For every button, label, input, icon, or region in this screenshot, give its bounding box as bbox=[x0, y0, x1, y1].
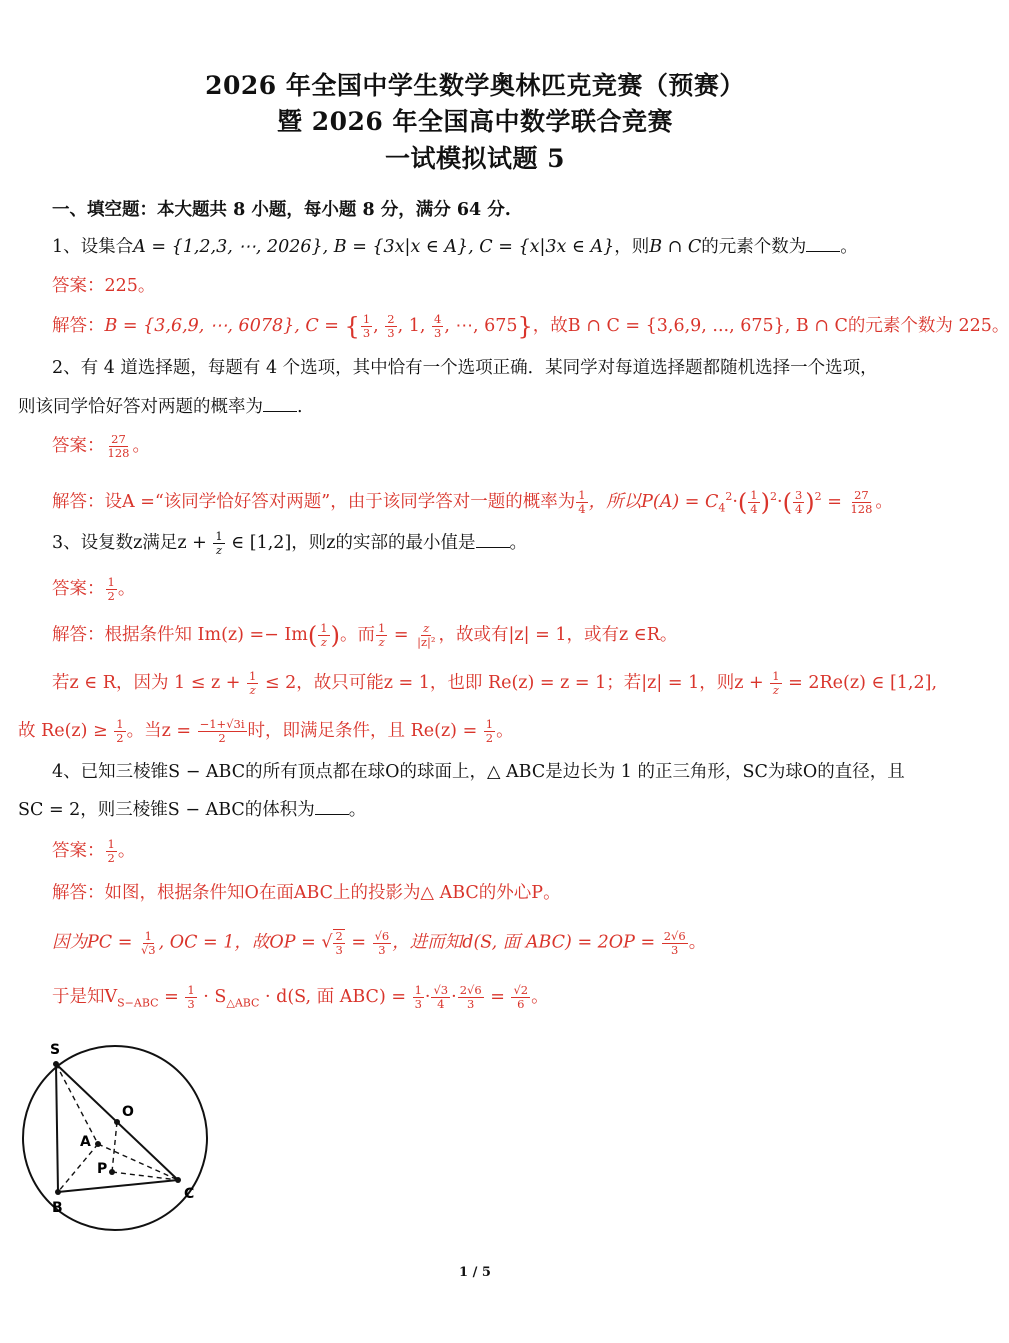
edge-bc bbox=[58, 1180, 178, 1192]
label-o: O bbox=[122, 1104, 134, 1120]
edge-sb bbox=[56, 1064, 58, 1192]
center-o bbox=[114, 1119, 120, 1125]
segment-op bbox=[112, 1122, 117, 1172]
q1-stem: 1、设集合A = {1,2,3, ⋯, 2026}, B = {3x|x ∈ A}, C = {x|3x ∈ A}，则B ∩ C的元素个数为 。 bbox=[52, 237, 858, 257]
label-c: C bbox=[184, 1186, 195, 1202]
label-p: P bbox=[97, 1161, 108, 1177]
vertex-s bbox=[53, 1061, 59, 1067]
q2-stem-line2: 则该同学恰好答对两题的概率为 . bbox=[18, 397, 303, 417]
edge-ab bbox=[58, 1144, 98, 1192]
q3-solution-line3: 故 Re(z) ≥ $\frac{1}{2}$ 。当z = $\frac{-1+√3i}{2}$ 时，即满足条件，且 Re(z) = $\frac{1}{2}$ 。 bbox=[18, 717, 514, 745]
label-b: B bbox=[52, 1200, 63, 1216]
point-p bbox=[109, 1169, 115, 1175]
q4-stem-line2: SC = 2，则三棱锥S − ABC的体积为 。 bbox=[18, 800, 367, 820]
title-line-3: 一试模拟试题 5 bbox=[384, 144, 566, 173]
answer-blank bbox=[476, 531, 510, 548]
title-line-1: 2026 年全国中学生数学奥林匹克竞赛（预赛） bbox=[205, 71, 745, 100]
answer-blank bbox=[315, 798, 349, 815]
q2-stem-line1: 2、有 4 道选择题，每题有 4 个选项，其中恰有一个选项正确．某同学对每道选择题都随机选择一个选项， bbox=[52, 358, 878, 378]
vertex-c bbox=[175, 1177, 181, 1183]
title-line-2: 暨 2026 年全国高中数学联合竞赛 bbox=[277, 107, 673, 136]
label-a: A bbox=[80, 1134, 91, 1150]
sphere-outline bbox=[23, 1046, 207, 1230]
page-number: 1 / 5 bbox=[459, 1265, 491, 1280]
vertex-b bbox=[55, 1189, 61, 1195]
answer-blank bbox=[263, 395, 297, 412]
q4-stem-line1: 4、已知三棱锥S − ABC的所有顶点都在球O的球面上，△ ABC是边长为 1 的正三角形，SC为球O的直径，且 bbox=[52, 762, 905, 782]
section-heading: 一、填空题：本大题共 8 小题，每小题 8 分，满分 64 分. bbox=[52, 200, 511, 220]
q4-solution-line1: 解答：如图，根据条件知O在面ABC上的投影为△ ABC的外心P。 bbox=[52, 883, 561, 903]
q2-solution: 解答：设A =“该同学恰好答对两题”，由于该同学答对一题的概率为 $\frac{1}{4}$ ，所以$P(A) = C_4^2\cdot$( $\frac{1}{4}$ )$^2$·( $\frac{3}{4}$ )$^2$ = $\frac{27}{128}$ 。 bbox=[52, 487, 893, 517]
edge-ac bbox=[98, 1144, 178, 1180]
vertex-a bbox=[95, 1141, 101, 1147]
q3-stem: 3、设复数z满足z + $\frac{1}{z}$ ∈ [1,2]，则z的实部的最小值是 。 bbox=[52, 529, 527, 557]
segment-pc bbox=[112, 1172, 178, 1180]
label-s: S bbox=[50, 1042, 61, 1058]
q3-solution-line2: 若z ∈ R，因为 1 ≤ z + $\frac{1}{z}$ ≤ 2，故只可能z = 1，也即 Re(z) = z = 1；若|z| = 1，则z + $\frac{1}{z}$ = 2Re(z) ∈ [1,2], bbox=[52, 669, 938, 697]
q3-answer: 答案： $\frac{1}{2}$ 。 bbox=[52, 575, 136, 603]
q1-solution: 解答：B = {3,6,9, ⋯, 6078}, C = { $\frac{1}{3}$ , $\frac{2}{3}$ , 1, $\frac{4}{3}$ , ⋯, 675}，故B ∩ C = {3,6,9, ..., 675}, B ∩ C的元素个数为 225。 bbox=[52, 312, 1009, 341]
tetrahedron-sphere-figure bbox=[10, 1032, 220, 1237]
edge-sa bbox=[56, 1064, 98, 1144]
answer-blank bbox=[806, 235, 840, 252]
q4-solution-line2: 因为PC = $\frac{1}{√3}$ , OC = 1，故OP = √ $\frac{2}{3}$ = $\frac{√6}{3}$ ，进而知d(S, 面 ABC) = 2OP = $\frac{2√6}{3}$ 。 bbox=[52, 928, 707, 957]
q1-answer: 答案：225。 bbox=[52, 276, 156, 296]
q4-answer: 答案： $\frac{1}{2}$ 。 bbox=[52, 837, 136, 865]
q4-solution-line3: 于是知$V_{S-ABC}$ = $\frac{1}{3}$ · $S_{\triangle ABC} \cdot d(S$, 面 ABC) = $\frac{1}{3}$ · $\frac{√3}{4}$ · $\frac{2√6}{3}$ = $\frac{√2}{6}$ 。 bbox=[52, 983, 549, 1011]
q3-solution-line1: 解答：根据条件知 Im(z) =− Im( $\frac{1}{z}$ )。而 $\frac{1}{z}$ = $\frac{z}{\text{|z|²}}$ ，故或有|z| = 1，或有z ∈R。 bbox=[52, 621, 678, 650]
q2-answer: 答案： $\frac{27}{128}$ 。 bbox=[52, 432, 150, 460]
